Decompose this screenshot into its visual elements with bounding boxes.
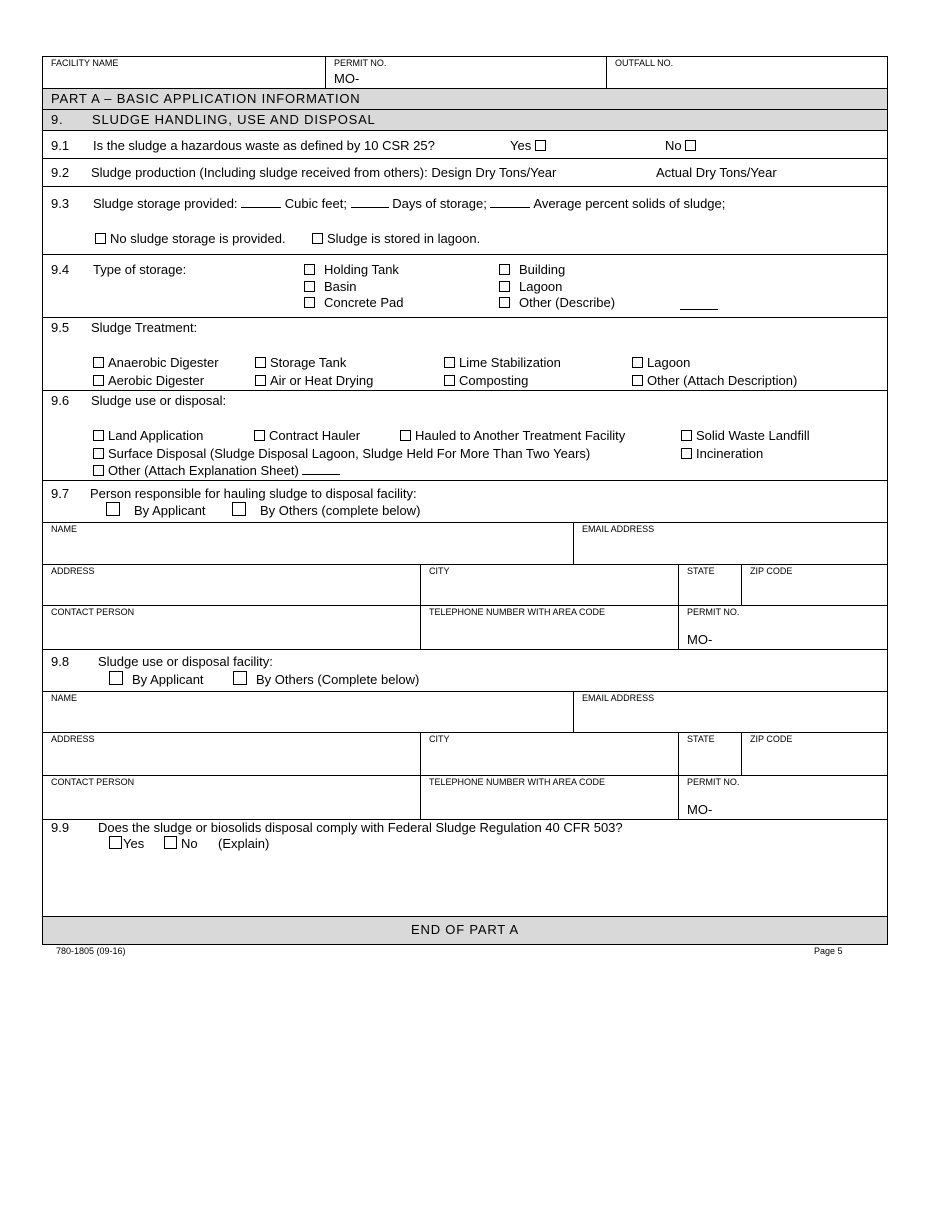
facility-zip-field[interactable]: [741, 733, 887, 775]
email-label: EMAIL ADDRESS: [582, 524, 655, 534]
q93-days-blank[interactable]: [490, 207, 530, 208]
hauler-contact-field[interactable]: [43, 606, 420, 649]
q96-opt-hauled[interactable]: [400, 428, 625, 443]
q95-opt-storage-tank[interactable]: [255, 355, 346, 370]
q92-row: [42, 159, 888, 187]
q91-yes-label: Yes: [510, 138, 532, 153]
contact-person-label: CONTACT PERSON: [51, 607, 135, 617]
checkbox[interactable]: [164, 836, 177, 849]
hauler-email-field[interactable]: [573, 523, 887, 564]
option-label: Land Application: [108, 428, 204, 443]
option-label: Other (Attach Explanation Sheet): [108, 463, 299, 478]
q91-no-checkbox[interactable]: [685, 140, 696, 151]
option-label: Aerobic Digester: [108, 373, 205, 388]
q96-opt-landfill[interactable]: [681, 428, 810, 443]
address-label: ADDRESS: [51, 734, 95, 744]
q94-opt-other[interactable]: [499, 295, 615, 310]
q95-opt-composting[interactable]: [444, 373, 528, 388]
q92-text: Sludge production (Including sludge received from others): Design Dry Tons/Year: [91, 165, 557, 180]
q99-row: [42, 820, 888, 917]
q94-text: Type of storage:: [93, 262, 187, 277]
permit-value: MO-: [334, 71, 360, 86]
option-label: Composting: [459, 373, 529, 388]
q94-opt-lagoon[interactable]: [499, 279, 562, 294]
q96-opt-surface[interactable]: [93, 446, 590, 461]
q91-yes[interactable]: [510, 138, 550, 153]
checkbox[interactable]: [109, 836, 122, 849]
hauler-name-field[interactable]: [43, 523, 573, 564]
q97-by-others[interactable]: [232, 502, 420, 518]
option-label: Lime Stabilization: [459, 355, 561, 370]
facility-address-row: [42, 733, 888, 776]
option-label: Concrete Pad: [324, 295, 404, 310]
facility-state-field[interactable]: [678, 733, 741, 775]
q91-row: [42, 131, 888, 159]
facility-phone-field[interactable]: [420, 776, 678, 819]
q95-row: [42, 318, 888, 391]
name-label: NAME: [51, 524, 78, 534]
q96-opt-land[interactable]: [93, 428, 203, 443]
q99-explain: (Explain): [218, 836, 270, 851]
q98-by-applicant[interactable]: [109, 671, 204, 687]
q96-number: 9.6: [51, 393, 70, 408]
city-label: CITY: [429, 566, 450, 576]
zip-label: ZIP CODE: [750, 566, 793, 576]
option-label: Solid Waste Landfill: [696, 428, 810, 443]
option-label: Anaerobic Digester: [108, 355, 219, 370]
q91-text: Is the sludge a hazardous waste as defined by 10 CSR 25?: [93, 138, 435, 153]
q96-opt-contract-hauler[interactable]: [254, 428, 360, 443]
hauler-contact-row: [42, 606, 888, 650]
facility-city-field[interactable]: [420, 733, 678, 775]
q93-provided: Sludge storage provided:: [93, 196, 238, 211]
facility-name-label: FACILITY NAME: [51, 58, 119, 68]
q99-number: 9.9: [51, 820, 70, 835]
q91-no[interactable]: [665, 138, 700, 153]
form-number: 780-1805 (09-16): [56, 946, 126, 956]
q95-opt-other[interactable]: [632, 373, 797, 388]
checkbox[interactable]: [304, 281, 315, 292]
option-label: Lagoon: [519, 279, 563, 294]
q99-text: Does the sludge or biosolids disposal comply with Federal Sludge Regulation 40 CFR 503?: [98, 820, 623, 835]
option-label: Surface Disposal (Sludge Disposal Lagoon, Sludge Held For More Than Two Years): [108, 446, 591, 461]
facility-email-field[interactable]: [573, 692, 887, 732]
q93-days: Days of storage;: [392, 196, 487, 211]
q95-opt-lime[interactable]: [444, 355, 561, 370]
end-row: [42, 917, 888, 945]
checkbox[interactable]: [255, 375, 266, 386]
q92-actual: Actual Dry Tons/Year: [656, 165, 777, 180]
hauler-permit-field[interactable]: [678, 606, 887, 649]
permit-field[interactable]: [325, 57, 606, 88]
q93-none-checkbox[interactable]: [95, 233, 106, 244]
q93-none-label: No sludge storage is provided.: [110, 231, 286, 246]
option-label: Basin: [324, 279, 357, 294]
q99-yes[interactable]: [109, 836, 144, 851]
part-title: PART A – BASIC APPLICATION INFORMATION: [51, 91, 361, 106]
q95-opt-anaerobic[interactable]: [93, 355, 219, 370]
facility-contact-row: [42, 776, 888, 820]
q97-row: [42, 481, 888, 523]
q95-opt-air-heat[interactable]: [255, 373, 373, 388]
q91-yes-checkbox[interactable]: [535, 140, 546, 151]
facility-contact-field[interactable]: [43, 776, 420, 819]
checkbox[interactable]: [254, 430, 265, 441]
option-label: By Others (complete below): [260, 503, 421, 518]
q98-row: [42, 650, 888, 692]
hauler-state-field[interactable]: [678, 565, 741, 605]
option-label: Air or Heat Drying: [270, 373, 374, 388]
q97-text: Person responsible for hauling sludge to disposal facility:: [90, 486, 417, 501]
q96-opt-incineration[interactable]: [681, 446, 763, 461]
checkbox[interactable]: [499, 281, 510, 292]
option-label: Lagoon: [647, 355, 691, 370]
q93-lagoon-checkbox[interactable]: [312, 233, 323, 244]
q93-opt-lagoon[interactable]: [312, 231, 480, 246]
permit-label: PERMIT NO.: [334, 58, 387, 68]
end-title: END OF PART A: [411, 922, 519, 937]
checkbox[interactable]: [499, 297, 510, 308]
q92-number: 9.2: [51, 165, 70, 180]
address-label: ADDRESS: [51, 566, 95, 576]
q95-opt-aerobic[interactable]: [93, 373, 204, 388]
q99-yes-label: Yes: [123, 836, 145, 851]
q93-avg: Average percent solids of sludge;: [533, 196, 726, 211]
q98-by-others[interactable]: [233, 671, 419, 687]
hauler-phone-field[interactable]: [420, 606, 678, 649]
permit-label: PERMIT NO.: [687, 777, 740, 787]
permit-value: MO-: [687, 632, 713, 647]
hauler-zip-field[interactable]: [741, 565, 887, 605]
q93-row: [42, 187, 888, 255]
phone-label: TELEPHONE NUMBER WITH AREA CODE: [429, 777, 606, 787]
q96-opt-other[interactable]: [93, 463, 340, 478]
q99-no-label: No: [181, 836, 198, 851]
checkbox[interactable]: [444, 357, 455, 368]
outfall-label: OUTFALL NO.: [615, 58, 674, 68]
checkbox[interactable]: [304, 297, 315, 308]
q94-opt-holding-tank[interactable]: [304, 262, 399, 277]
hauler-name-row: [42, 523, 888, 565]
q94-opt-basin[interactable]: [304, 279, 357, 294]
option-label: Building: [519, 262, 566, 277]
q93-line: [93, 196, 725, 211]
checkbox[interactable]: [304, 264, 315, 275]
option-label: Other (Attach Description): [647, 373, 798, 388]
option-label: By Others (Complete below): [256, 672, 420, 687]
option-label: Incineration: [696, 446, 764, 461]
permit-value: MO-: [687, 802, 713, 817]
hauler-address-field[interactable]: [43, 565, 420, 605]
part-title-row: [42, 89, 888, 110]
checkbox[interactable]: [93, 448, 104, 459]
checkbox[interactable]: [93, 375, 104, 386]
checkbox[interactable]: [93, 357, 104, 368]
option-label: Other (Describe): [519, 295, 616, 310]
checkbox[interactable]: [93, 465, 104, 476]
hauler-address-row: [42, 565, 888, 606]
sludge-form: [42, 56, 888, 945]
checkbox[interactable]: [233, 671, 247, 685]
checkbox[interactable]: [681, 430, 692, 441]
facility-permit-field[interactable]: [678, 776, 887, 819]
q93-cubic: Cubic feet;: [284, 196, 347, 211]
q95-opt-lagoon[interactable]: [632, 355, 690, 370]
state-label: STATE: [687, 566, 715, 576]
q94-row: [42, 255, 888, 318]
q96-row: [42, 391, 888, 481]
checkbox[interactable]: [93, 430, 104, 441]
option-label: Contract Hauler: [269, 428, 361, 443]
q98-text: Sludge use or disposal facility:: [98, 654, 273, 669]
email-label: EMAIL ADDRESS: [582, 693, 655, 703]
facility-name-row: [42, 692, 888, 733]
phone-label: TELEPHONE NUMBER WITH AREA CODE: [429, 607, 606, 617]
checkbox[interactable]: [232, 502, 246, 516]
option-label: Storage Tank: [270, 355, 347, 370]
contact-person-label: CONTACT PERSON: [51, 777, 135, 787]
city-label: CITY: [429, 734, 450, 744]
q91-number: 9.1: [51, 138, 70, 153]
q96-other-blank[interactable]: [302, 474, 340, 475]
outfall-field[interactable]: [606, 57, 887, 88]
permit-label: PERMIT NO.: [687, 607, 740, 617]
checkbox[interactable]: [444, 375, 455, 386]
option-label: Holding Tank: [324, 262, 399, 277]
q99-no[interactable]: [164, 836, 198, 851]
section-title: SLUDGE HANDLING, USE AND DISPOSAL: [92, 112, 376, 127]
q94-opt-building[interactable]: [499, 262, 565, 277]
header-row: [42, 56, 888, 89]
hauler-city-field[interactable]: [420, 565, 678, 605]
zip-label: ZIP CODE: [750, 734, 793, 744]
checkbox[interactable]: [106, 502, 120, 516]
q94-other-blank[interactable]: [680, 295, 718, 310]
name-label: NAME: [51, 693, 78, 703]
q96-text: Sludge use or disposal:: [91, 393, 227, 408]
q93-cubic-blank[interactable]: [351, 207, 389, 208]
facility-name-field[interactable]: [43, 57, 325, 88]
q91-no-label: No: [665, 138, 682, 153]
q93-storage-blank[interactable]: [241, 207, 281, 208]
q97-by-applicant[interactable]: [106, 502, 206, 518]
checkbox[interactable]: [109, 671, 123, 685]
q94-opt-concrete-pad[interactable]: [304, 295, 404, 310]
facility-address-field[interactable]: [43, 733, 420, 775]
page-number: Page 5: [814, 946, 843, 956]
option-label: Hauled to Another Treatment Facility: [415, 428, 626, 443]
checkbox[interactable]: [499, 264, 510, 275]
checkbox[interactable]: [255, 357, 266, 368]
checkbox[interactable]: [681, 448, 692, 459]
q93-number: 9.3: [51, 196, 70, 211]
checkbox[interactable]: [632, 375, 643, 386]
q93-opt-none[interactable]: [95, 231, 286, 246]
section-title-row: [42, 110, 888, 131]
facility-name-input[interactable]: [43, 692, 573, 732]
option-label: By Applicant: [132, 672, 204, 687]
checkbox[interactable]: [632, 357, 643, 368]
state-label: STATE: [687, 734, 715, 744]
section-number: 9.: [51, 112, 64, 127]
q93-lagoon-label: Sludge is stored in lagoon.: [327, 231, 481, 246]
q98-number: 9.8: [51, 654, 70, 669]
option-label: By Applicant: [134, 503, 206, 518]
q95-number: 9.5: [51, 320, 70, 335]
q94-number: 9.4: [51, 262, 70, 277]
q95-text: Sludge Treatment:: [91, 320, 198, 335]
q97-number: 9.7: [51, 486, 70, 501]
checkbox[interactable]: [400, 430, 411, 441]
